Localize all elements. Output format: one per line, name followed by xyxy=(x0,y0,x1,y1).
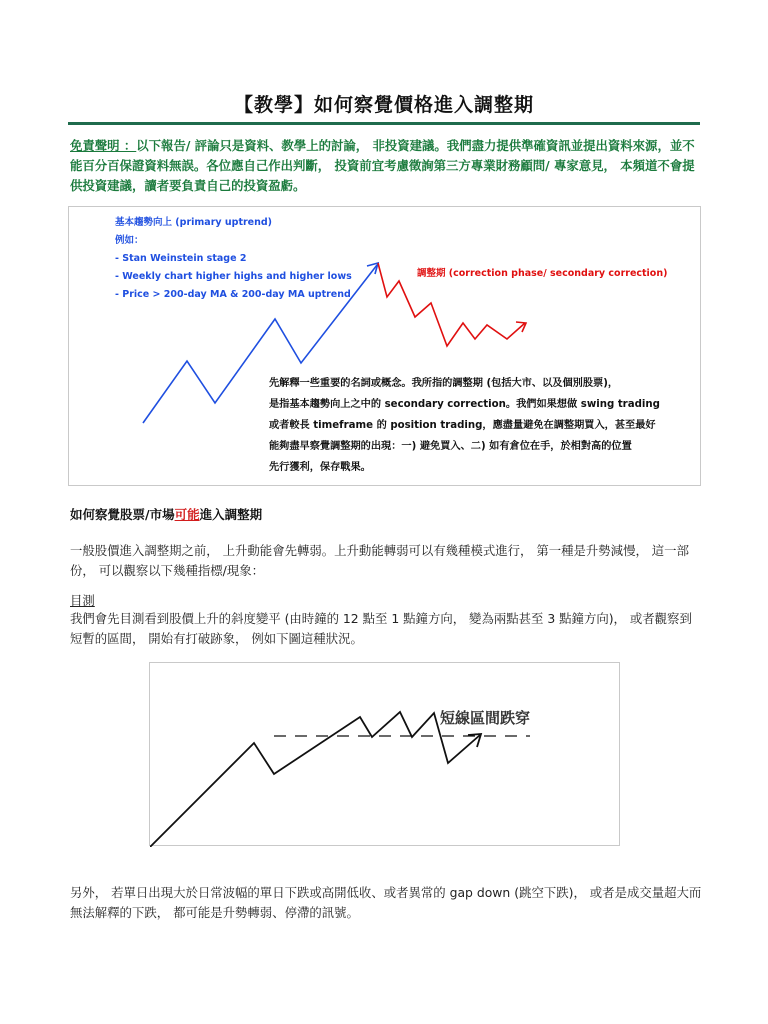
range-break-label: 短線區間跌穿 xyxy=(440,709,531,727)
uptrend-correction-figure xyxy=(68,206,701,486)
uptrend-label-line: - Stan Weinstein stage 2 xyxy=(115,253,247,264)
paragraph-visual: 我們會先目測看到股價上升的斜度變平 (由時鐘的 12 點至 1 點鐘方向， 變為兩點甚至 3 點鐘方向)， 或者觀察到短暫的區間， 開始有打破跡象， 例如下圖這種狀況。 xyxy=(70,611,692,646)
explanation-line: 先行獲利，保存戰果。 xyxy=(269,462,371,473)
uptrend-label-line: - Weekly chart higher highs and higher lows xyxy=(115,271,352,282)
paragraph-momentum: 一般股價進入調整期之前， 上升動能會先轉弱。上升動能轉弱可以有幾種模式進行， 第一種是升勢減慢， 這一部份， 可以觀察以下幾種指標/現象： xyxy=(70,543,689,578)
correction-label: 調整期 (correction phase/ secondary correction) xyxy=(417,268,668,279)
section-heading-post: 進入調整期 xyxy=(199,507,263,522)
paragraph-signals: 另外， 若單日出現大於日常波幅的單日下跌或高開低收、或者異常的 gap down (跳空下跌)， 或者是成交量超大而無法解釋的下跌， 都可能是升勢轉弱、停滯的訊號。 xyxy=(70,885,702,920)
explanation-line: 能夠盡早察覺調整期的出現：一) 避免買入、二) 如有倉位在手，於相對高的位置 xyxy=(269,441,632,452)
page-title: 【教學】如何察覺價格進入調整期 xyxy=(233,94,534,116)
explanation-line: 先解釋一些重要的名詞或概念。我所指的調整期 (包括大市、以及個別股票)， xyxy=(269,378,619,389)
section-heading-highlight: 可能 xyxy=(174,507,200,522)
range-break-diagram xyxy=(150,663,621,847)
section-heading xyxy=(70,505,262,523)
uptrend-correction-diagram xyxy=(69,207,702,487)
disclaimer-text: 以下報告/ 評論只是資料、教學上的討論， 非投資建議。我們盡力提供準確資訊並提出資料來源，並不能百分百保證資料無誤。各位應自己作出判斷， 投資前宜考慮徵詢第三方專業財務顧問/ 專家意見， 本頻道不會提供投資建議，讀者要負責自己的投資盈虧。 xyxy=(70,138,695,193)
section-heading-pre: 如何察覺股票/市場 xyxy=(70,507,175,522)
uptrend-label-line: - Price > 200-day MA & 200-day MA uptrend xyxy=(115,289,351,300)
uptrend-label-line: 基本趨勢向上 (primary uptrend) xyxy=(115,217,273,228)
explanation-line: 是指基本趨勢向上之中的 secondary correction。我們如果想做 swing trading xyxy=(269,399,660,410)
explanation-line: 或者較長 timeframe 的 position trading，應盡量避免在調整期買入，甚至最好 xyxy=(269,420,656,431)
uptrend-label-line: 例如： xyxy=(115,235,144,246)
disclaimer xyxy=(70,136,702,196)
price-line xyxy=(150,712,480,847)
range-break-figure xyxy=(149,662,620,846)
title-divider xyxy=(68,122,700,125)
subheading-visual: 目測 xyxy=(70,593,95,608)
disclaimer-label: 免責聲明 ： xyxy=(70,138,137,153)
